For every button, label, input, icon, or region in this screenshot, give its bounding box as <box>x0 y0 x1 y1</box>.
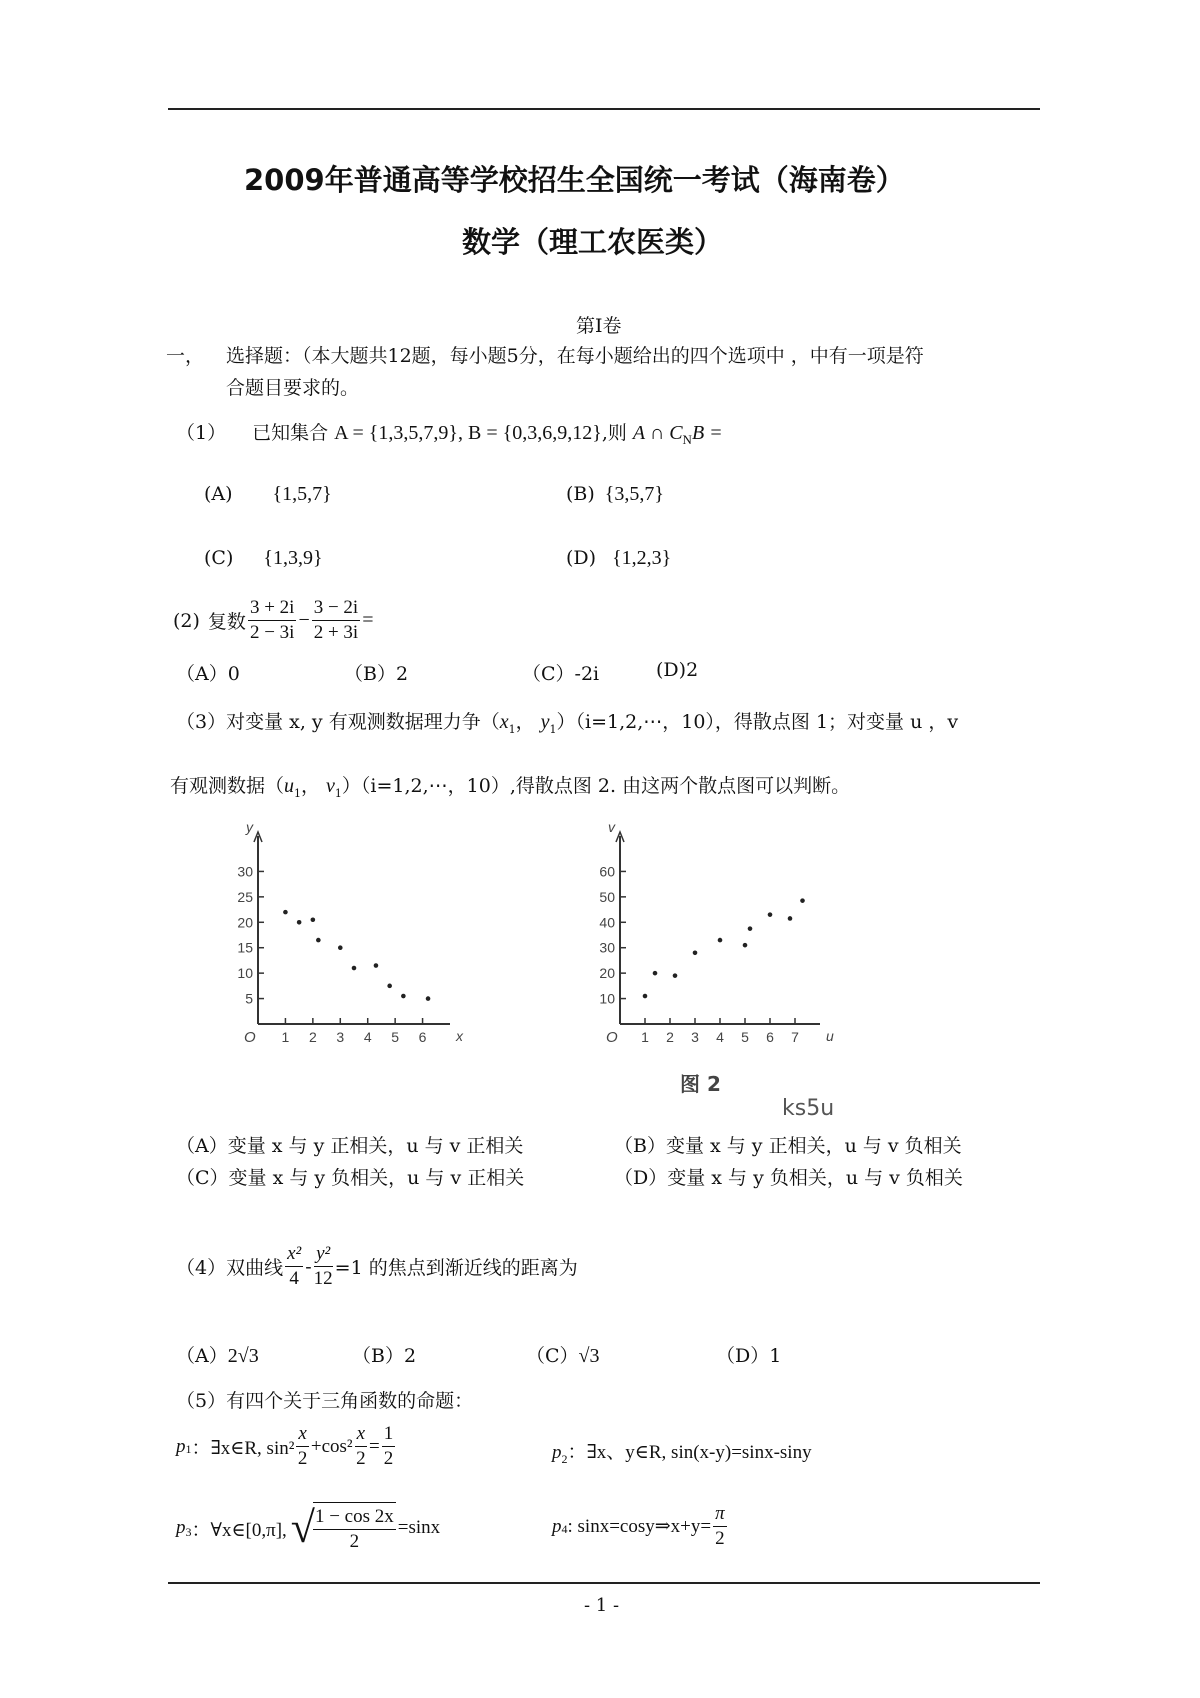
y-tick-label: 30 <box>237 863 253 880</box>
y-tick-label: 20 <box>599 965 615 982</box>
x-axis-label: u <box>826 1028 834 1044</box>
q4-stem: （4）双曲线 $\frac{\text{x²}}{4}$ - $\frac{\text{y²}}{12}$ =1 的焦点到渐近线的距离为 <box>176 1243 578 1289</box>
q2-option-d: (D)2 <box>656 659 699 681</box>
x-tick-label: 3 <box>336 1029 345 1045</box>
x-axis-label: x <box>456 1028 463 1044</box>
x-tick-label: 5 <box>741 1029 749 1045</box>
scatter-point <box>338 945 343 950</box>
proposition-p4: p 4 : sinx=cosy⇒x+y= $\frac{\pi}{2}$ <box>552 1503 725 1549</box>
scatter-point <box>800 898 805 903</box>
scatter-point <box>426 996 431 1001</box>
y-tick-label: 60 <box>599 863 615 880</box>
proposition-p3: p $_3$ ：∀x∈[0,π], √ $\frac{1 - \cos 2x}{2}$ =sinx <box>176 1503 441 1552</box>
exam-subtitle: 数学（理工农医类） <box>462 225 724 259</box>
q4-fraction-1: $\frac{\text{x²}}{4}$ <box>287 1243 302 1289</box>
top-rule <box>168 108 1040 110</box>
q1-option-a: (A) {1,5,7} <box>204 483 332 505</box>
q4-fraction-2: $\frac{\text{y²}}{12}$ <box>313 1243 333 1289</box>
origin-label: O <box>606 1029 618 1046</box>
section-intro-line1: 选择题：（本大题共12题，每小题5分，在每小题给出的四个选项中 ，中有一项是符 <box>226 345 924 367</box>
scatter-point <box>316 938 321 943</box>
y-tick-label: 50 <box>599 888 615 905</box>
volume-label: 第I卷 <box>576 315 622 337</box>
scatter-point <box>653 971 658 976</box>
q1-option-b: (B) {3,5,7} <box>566 483 664 505</box>
proposition-p2: $p_2$：∃x、y∈R, sin(x-y)=sinx-siny <box>552 1442 812 1466</box>
q2-option-b: （B）2 <box>344 663 409 685</box>
q2-fraction-2: $\frac{3 - 2i}{2 + 3i}$ <box>313 597 359 643</box>
scatter-point <box>297 920 302 925</box>
q3-line2: 有观测数据（$u_1$， $v_1)(i=1,2,\cdots$，10）,得散点图 2. 由这两个散点图可以判断。 <box>170 775 851 800</box>
q3-line1: （3）对变量 x, y 有观测数据理力争（$x_1$， $y_1)(i=1,2,\cdots$，10），得散点图 1；对变量 u ，v <box>176 711 959 736</box>
x-tick-label: 1 <box>641 1029 649 1045</box>
scatter-point <box>283 910 288 915</box>
x-tick-label: 5 <box>391 1029 400 1045</box>
x-tick-label: 2 <box>666 1029 674 1045</box>
proposition-p1: p 1 ：∃x∈R, sin² $\frac{x}{2}$ +cos² $\frac{x}{2}$ = $\frac{1}{2}$ <box>176 1423 394 1469</box>
section-intro-line2: 合题目要求的。 <box>226 377 360 399</box>
q4-option-c: （C）√3 <box>526 1345 600 1367</box>
scatter-point <box>748 926 753 931</box>
x-tick-label: 6 <box>418 1029 427 1045</box>
q1-set-b: , B = {0,3,6,9,12} <box>457 422 602 444</box>
scatter-point <box>788 916 793 921</box>
y-tick-label: 15 <box>237 939 253 956</box>
scatter-point <box>643 994 648 999</box>
q1-option-c: (C) {1,3,9} <box>204 547 323 569</box>
scatter-point <box>311 917 316 922</box>
y-tick-label: 40 <box>599 914 615 931</box>
scatter-plot-1 <box>228 820 468 1050</box>
scatter-point <box>768 912 773 917</box>
x-tick-label: 4 <box>716 1029 724 1045</box>
x-tick-label: 4 <box>363 1029 372 1045</box>
q4-option-b: （B）2 <box>352 1345 417 1367</box>
y-tick-label: 20 <box>237 914 253 931</box>
y-tick-label: 10 <box>599 990 615 1007</box>
origin-label: O <box>244 1029 256 1046</box>
x-tick-label: 6 <box>766 1029 774 1045</box>
y-tick-label: 30 <box>599 939 615 956</box>
q1-option-d: (D) {1,2,3} <box>566 547 672 569</box>
q1-expr: A ∩ $C_NB$ = <box>632 422 723 447</box>
q3-option-b: （B）变量 x 与 y 正相关，u 与 v 负相关 <box>614 1135 962 1157</box>
q2-fraction-1: $\frac{3 + 2i}{2 - 3i}$ <box>249 597 295 643</box>
q3-option-d: （D）变量 x 与 y 负相关，u 与 v 负相关 <box>614 1167 963 1189</box>
page-number: - 1 - <box>584 1595 620 1616</box>
scatter-point <box>673 973 678 978</box>
scatter-plot-2 <box>584 820 844 1050</box>
scatter-point <box>387 984 392 989</box>
scatter-point <box>718 938 723 943</box>
scatter-point <box>693 951 698 956</box>
x-tick-label: 1 <box>281 1029 290 1045</box>
x-tick-label: 2 <box>308 1029 317 1045</box>
q3-option-a: （A）变量 x 与 y 正相关，u 与 v 正相关 <box>176 1135 524 1157</box>
q4-option-a: （A）2√3 <box>176 1345 259 1367</box>
q2-stem: (2) 复数 $\frac{3 + 2i}{2 - 3i}$ − $\frac{3 - 2i}{2 + 3i}$ = <box>173 597 374 643</box>
q4-option-d: （D）1 <box>716 1345 782 1367</box>
scatter-point <box>401 994 406 999</box>
x-tick-label: 7 <box>791 1029 799 1045</box>
q3-option-c: （C）变量 x 与 y 负相关，u 与 v 正相关 <box>176 1167 525 1189</box>
y-tick-label: 10 <box>237 965 253 982</box>
q1-stem: （1） 已知集合 A = {1,3,5,7,9}, B = {0,3,6,9,12},则 A ∩ $C_NB$ = <box>176 422 723 447</box>
q1-set-a: A = {1,3,5,7,9} <box>334 422 458 444</box>
figure-2-caption: 图 2 <box>680 1072 721 1096</box>
scatter-point <box>374 963 379 968</box>
scatter-point <box>352 966 357 971</box>
x-tick-label: 3 <box>691 1029 699 1045</box>
section-number: 一， <box>166 345 205 367</box>
exam-title: 2009年普通高等学校招生全国统一考试（海南卷） <box>244 163 905 197</box>
q2-option-a: （A）0 <box>176 663 240 685</box>
y-tick-label: 5 <box>245 990 253 1007</box>
y-axis-label: v <box>608 820 615 835</box>
y-axis-label: y <box>246 820 253 835</box>
bottom-rule <box>168 1582 1040 1584</box>
watermark-ks5u: ks5u <box>782 1096 835 1121</box>
sqrt-symbol: √ <box>290 1503 315 1552</box>
y-tick-label: 25 <box>237 888 253 905</box>
q5-stem: （5）有四个关于三角函数的命题： <box>176 1390 474 1412</box>
scatter-point <box>743 943 748 948</box>
q2-option-c: （C）-2i <box>522 663 600 685</box>
